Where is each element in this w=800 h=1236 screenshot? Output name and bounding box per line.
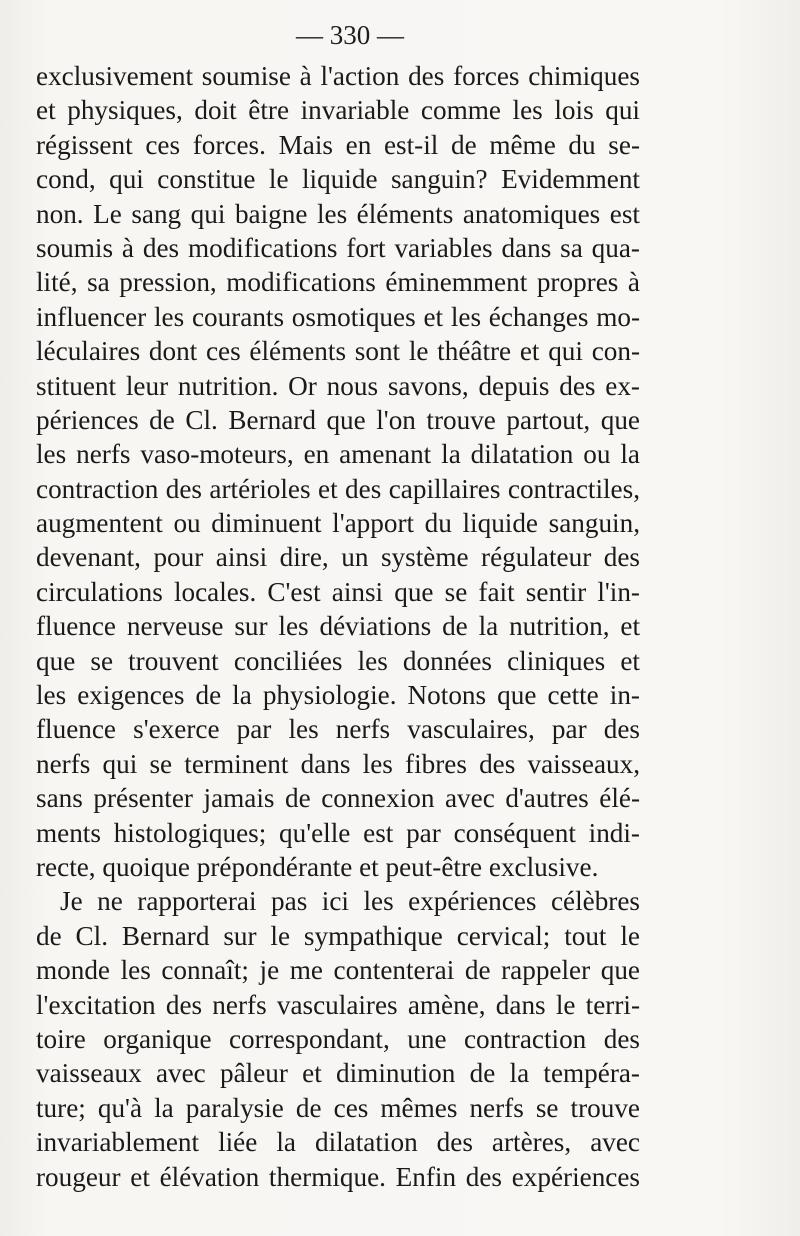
text-line: que se trouvent conciliées les données cliniques et xyxy=(36,645,640,676)
text-line: exclusivement soumise à l'action des forces chimiques xyxy=(36,61,640,91)
text-line: fluence s'exerce par les nerfs vasculaires, par des xyxy=(36,714,640,745)
text-line: soumis à des modifications fort variables dans sa qua- xyxy=(36,232,640,263)
text-line: vaisseaux avec pâleur et diminution de la tempéra- xyxy=(36,1058,640,1089)
text-line: influencer les courants osmotiques et les échanges mo- xyxy=(36,301,640,332)
text-line: non. Le sang qui baigne les éléments anatomiques est xyxy=(36,198,640,229)
text-line: et physiques, doit être invariable comme les lois qui xyxy=(36,95,640,126)
body-text xyxy=(36,59,640,1194)
text-line: stituent leur nutrition. Or nous savons, depuis des ex- xyxy=(36,370,640,401)
text-line: monde les connaît; je me contenterai de rappeler que xyxy=(36,955,640,986)
text-line: lité, sa pression, modifications éminemment propres à xyxy=(36,267,640,298)
text-line: invariablement liée la dilatation des artères, avec xyxy=(36,1127,640,1158)
text-line: les exigences de la physiologie. Notons que cette in- xyxy=(36,680,640,711)
text-line: augmentent ou diminuent l'apport du liquide sanguin, xyxy=(36,508,640,539)
page-number: — 330 — xyxy=(296,20,404,50)
text-line: recte, quoique prépondérante et peut-être exclusive. xyxy=(36,851,599,882)
text-line: rougeur et élévation thermique. Enfin des expériences xyxy=(36,1161,640,1192)
text-line: ments histologiques; qu'elle est par conséquent indi- xyxy=(36,817,640,848)
text-line: régissent ces forces. Mais en est-il de même du se- xyxy=(36,129,640,160)
text-line: contraction des artérioles et des capillaires contractiles, xyxy=(36,473,640,504)
text-line: circulations locales. C'est ainsi que se fait sentir l'in- xyxy=(36,576,640,607)
text-line: les nerfs vaso-moteurs, en amenant la dilatation ou la xyxy=(36,439,640,470)
text-line: cond, qui constitue le liquide sanguin? Evidemment xyxy=(36,164,640,195)
text-line: devenant, pour ainsi dire, un système régulateur des xyxy=(36,542,640,573)
text-line: ture; qu'à la paralysie de ces mêmes nerfs se trouve xyxy=(36,1092,640,1123)
text-line: l'excitation des nerfs vasculaires amène, dans le terri- xyxy=(36,989,640,1020)
text-line: fluence nerveuse sur les déviations de la nutrition, et xyxy=(36,611,640,642)
text-line: léculaires dont ces éléments sont le théâtre et qui con- xyxy=(36,336,640,367)
text-line: périences de Cl. Bernard que l'on trouve partout, que xyxy=(36,404,640,435)
text-line: Je ne rapporterai pas ici les expériences célèbres xyxy=(60,886,640,917)
text-line: toire organique correspondant, une contraction des xyxy=(36,1023,640,1054)
text-line: de Cl. Bernard sur le sympathique cervical; tout le xyxy=(36,920,640,951)
text-line: nerfs qui se terminent dans les fibres des vaisseaux, xyxy=(36,748,640,779)
text-line: sans présenter jamais de connexion avec d'autres élé- xyxy=(36,783,640,814)
